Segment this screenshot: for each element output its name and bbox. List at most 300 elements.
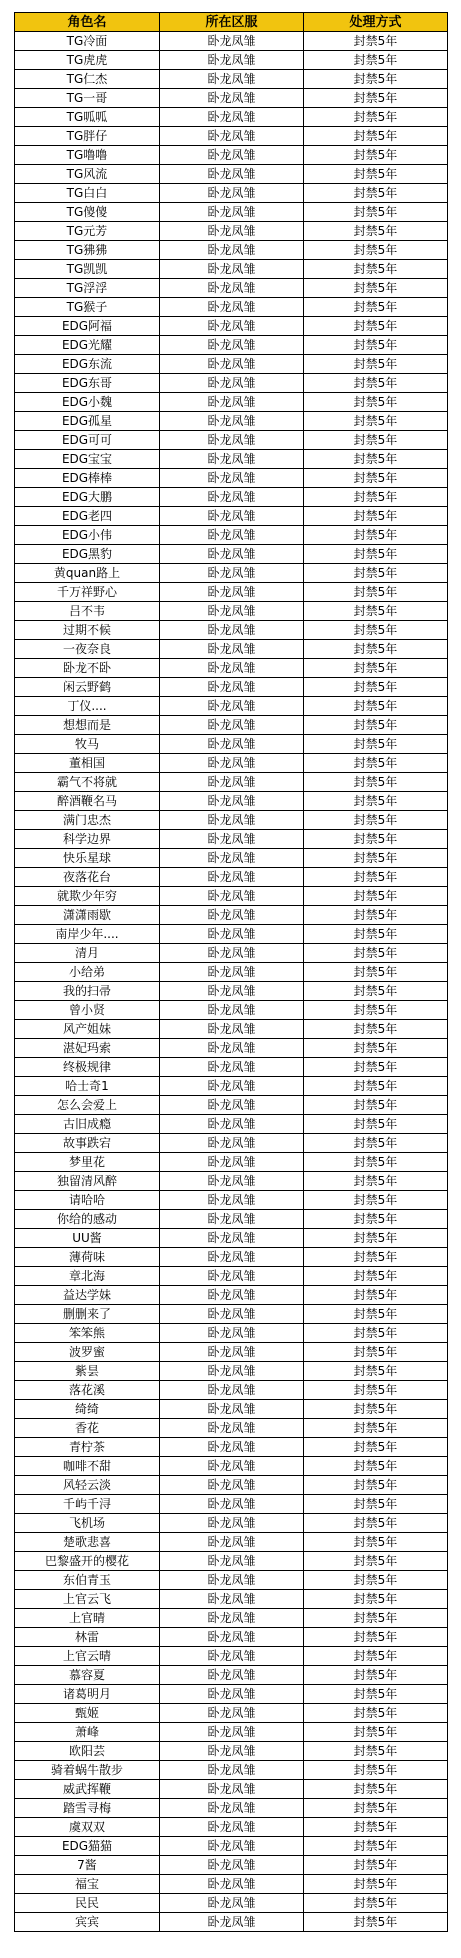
role-name-cell: 想想而是 <box>15 716 160 735</box>
server-cell: 卧龙凤雏 <box>160 1248 304 1267</box>
table-row <box>15 1134 448 1153</box>
role-name-cell: EDG小魏 <box>15 393 160 412</box>
action-cell: 封禁5年 <box>304 1913 448 1932</box>
role-name-cell: 上官云飞 <box>15 1590 160 1609</box>
role-name-cell: 民民 <box>15 1894 160 1913</box>
role-name-cell: 青柠茶 <box>15 1438 160 1457</box>
action-cell: 封禁5年 <box>304 488 448 507</box>
role-name-cell: 益达学妹 <box>15 1286 160 1305</box>
header-server: 所在区服 <box>160 13 304 32</box>
table-row <box>15 1514 448 1533</box>
table-row <box>15 51 448 70</box>
action-cell: 封禁5年 <box>304 1856 448 1875</box>
server-cell: 卧龙凤雏 <box>160 868 304 887</box>
role-name-cell: 曾小贤 <box>15 1001 160 1020</box>
server-cell: 卧龙凤雏 <box>160 754 304 773</box>
table-row <box>15 165 448 184</box>
action-cell: 封禁5年 <box>304 1780 448 1799</box>
role-name-cell: 潇潇雨歇 <box>15 906 160 925</box>
header-row <box>15 13 448 32</box>
server-cell: 卧龙凤雏 <box>160 51 304 70</box>
action-cell: 封禁5年 <box>304 1305 448 1324</box>
server-cell: 卧龙凤雏 <box>160 1913 304 1932</box>
role-name-cell: TG傻傻 <box>15 203 160 222</box>
table-row <box>15 1666 448 1685</box>
server-cell: 卧龙凤雏 <box>160 1400 304 1419</box>
role-name-cell: 删删来了 <box>15 1305 160 1324</box>
action-cell: 封禁5年 <box>304 1514 448 1533</box>
table-row <box>15 298 448 317</box>
table-row <box>15 583 448 602</box>
action-cell: 封禁5年 <box>304 1761 448 1780</box>
role-name-cell: TG一哥 <box>15 89 160 108</box>
action-cell: 封禁5年 <box>304 317 448 336</box>
server-cell: 卧龙凤雏 <box>160 488 304 507</box>
role-name-cell: 湛妃玛索 <box>15 1039 160 1058</box>
server-cell: 卧龙凤雏 <box>160 982 304 1001</box>
table-row <box>15 621 448 640</box>
action-cell: 封禁5年 <box>304 355 448 374</box>
action-cell: 封禁5年 <box>304 374 448 393</box>
table-row <box>15 564 448 583</box>
server-cell: 卧龙凤雏 <box>160 1609 304 1628</box>
server-cell: 卧龙凤雏 <box>160 1666 304 1685</box>
action-cell: 封禁5年 <box>304 564 448 583</box>
server-cell: 卧龙凤雏 <box>160 1191 304 1210</box>
server-cell: 卧龙凤雏 <box>160 146 304 165</box>
role-name-cell: 慕容夏 <box>15 1666 160 1685</box>
table-row <box>15 1780 448 1799</box>
action-cell: 封禁5年 <box>304 811 448 830</box>
table-row <box>15 431 448 450</box>
action-cell: 封禁5年 <box>304 1742 448 1761</box>
action-cell: 封禁5年 <box>304 925 448 944</box>
role-name-cell: 我的扫帚 <box>15 982 160 1001</box>
action-cell: 封禁5年 <box>304 279 448 298</box>
action-cell: 封禁5年 <box>304 602 448 621</box>
server-cell: 卧龙凤雏 <box>160 792 304 811</box>
action-cell: 封禁5年 <box>304 1191 448 1210</box>
server-cell: 卧龙凤雏 <box>160 412 304 431</box>
role-name-cell: TG仁杰 <box>15 70 160 89</box>
role-name-cell: TG元芳 <box>15 222 160 241</box>
role-name-cell: 千万祥野心 <box>15 583 160 602</box>
server-cell: 卧龙凤雏 <box>160 1476 304 1495</box>
action-cell: 封禁5年 <box>304 1134 448 1153</box>
action-cell: 封禁5年 <box>304 32 448 51</box>
table-row <box>15 1267 448 1286</box>
role-name-cell: 飞机场 <box>15 1514 160 1533</box>
server-cell: 卧龙凤雏 <box>160 450 304 469</box>
action-cell: 封禁5年 <box>304 1419 448 1438</box>
server-cell: 卧龙凤雏 <box>160 165 304 184</box>
role-name-cell: EDG小伟 <box>15 526 160 545</box>
server-cell: 卧龙凤雏 <box>160 317 304 336</box>
table-row <box>15 1381 448 1400</box>
action-cell: 封禁5年 <box>304 146 448 165</box>
server-cell: 卧龙凤雏 <box>160 1362 304 1381</box>
table-row <box>15 849 448 868</box>
table-row <box>15 1533 448 1552</box>
role-name-cell: 章北海 <box>15 1267 160 1286</box>
table-row <box>15 1343 448 1362</box>
role-name-cell: 踏雪寻梅 <box>15 1799 160 1818</box>
server-cell: 卧龙凤雏 <box>160 830 304 849</box>
table-row <box>15 469 448 488</box>
table-row <box>15 1305 448 1324</box>
server-cell: 卧龙凤雏 <box>160 1457 304 1476</box>
role-name-cell: 千屿千浔 <box>15 1495 160 1514</box>
action-cell: 封禁5年 <box>304 1438 448 1457</box>
role-name-cell: TG虎虎 <box>15 51 160 70</box>
action-cell: 封禁5年 <box>304 545 448 564</box>
action-cell: 封禁5年 <box>304 1400 448 1419</box>
action-cell: 封禁5年 <box>304 1818 448 1837</box>
action-cell: 封禁5年 <box>304 1704 448 1723</box>
role-name-cell: TG噜噜 <box>15 146 160 165</box>
table-row <box>15 526 448 545</box>
table-row <box>15 545 448 564</box>
action-cell: 封禁5年 <box>304 1799 448 1818</box>
table-row <box>15 393 448 412</box>
server-cell: 卧龙凤雏 <box>160 1381 304 1400</box>
table-row <box>15 906 448 925</box>
role-name-cell: TG狒狒 <box>15 241 160 260</box>
action-cell: 封禁5年 <box>304 1476 448 1495</box>
server-cell: 卧龙凤雏 <box>160 1419 304 1438</box>
role-name-cell: 上官晴 <box>15 1609 160 1628</box>
role-name-cell: 梦里花 <box>15 1153 160 1172</box>
server-cell: 卧龙凤雏 <box>160 222 304 241</box>
server-cell: 卧龙凤雏 <box>160 1077 304 1096</box>
action-cell: 封禁5年 <box>304 412 448 431</box>
server-cell: 卧龙凤雏 <box>160 1723 304 1742</box>
server-cell: 卧龙凤雏 <box>160 374 304 393</box>
table-row <box>15 32 448 51</box>
role-name-cell: 就欺少年穷 <box>15 887 160 906</box>
role-name-cell: TG胖仔 <box>15 127 160 146</box>
role-name-cell: 牧马 <box>15 735 160 754</box>
server-cell: 卧龙凤雏 <box>160 70 304 89</box>
server-cell: 卧龙凤雏 <box>160 659 304 678</box>
server-cell: 卧龙凤雏 <box>160 1761 304 1780</box>
table-row <box>15 1913 448 1932</box>
table-row <box>15 1172 448 1191</box>
server-cell: 卧龙凤雏 <box>160 469 304 488</box>
action-cell: 封禁5年 <box>304 887 448 906</box>
table-row <box>15 1875 448 1894</box>
role-name-cell: EDG宝宝 <box>15 450 160 469</box>
table-row <box>15 127 448 146</box>
server-cell: 卧龙凤雏 <box>160 1020 304 1039</box>
server-cell: 卧龙凤雏 <box>160 32 304 51</box>
server-cell: 卧龙凤雏 <box>160 1229 304 1248</box>
table-row <box>15 1685 448 1704</box>
role-name-cell: EDG东哥 <box>15 374 160 393</box>
action-cell: 封禁5年 <box>304 1875 448 1894</box>
role-name-cell: 笨笨熊 <box>15 1324 160 1343</box>
action-cell: 封禁5年 <box>304 450 448 469</box>
action-cell: 封禁5年 <box>304 1248 448 1267</box>
role-name-cell: UU酱 <box>15 1229 160 1248</box>
role-name-cell: 闲云野鹤 <box>15 678 160 697</box>
server-cell: 卧龙凤雏 <box>160 944 304 963</box>
table-row <box>15 317 448 336</box>
action-cell: 封禁5年 <box>304 678 448 697</box>
server-cell: 卧龙凤雏 <box>160 298 304 317</box>
action-cell: 封禁5年 <box>304 1590 448 1609</box>
server-cell: 卧龙凤雏 <box>160 678 304 697</box>
server-cell: 卧龙凤雏 <box>160 602 304 621</box>
table-row <box>15 1191 448 1210</box>
table-row <box>15 887 448 906</box>
role-name-cell: 终极规律 <box>15 1058 160 1077</box>
table-row <box>15 602 448 621</box>
server-cell: 卧龙凤雏 <box>160 393 304 412</box>
action-cell: 封禁5年 <box>304 583 448 602</box>
action-cell: 封禁5年 <box>304 1647 448 1666</box>
table-row <box>15 1229 448 1248</box>
table-row <box>15 108 448 127</box>
action-cell: 封禁5年 <box>304 1210 448 1229</box>
role-name-cell: 黄quan路上 <box>15 564 160 583</box>
table-row <box>15 1153 448 1172</box>
table-row <box>15 1818 448 1837</box>
server-cell: 卧龙凤雏 <box>160 1514 304 1533</box>
role-name-cell: 香花 <box>15 1419 160 1438</box>
role-name-cell: TG凯凯 <box>15 260 160 279</box>
server-cell: 卧龙凤雏 <box>160 773 304 792</box>
table-row <box>15 1286 448 1305</box>
table-row <box>15 640 448 659</box>
action-cell: 封禁5年 <box>304 830 448 849</box>
role-name-cell: 请哈哈 <box>15 1191 160 1210</box>
action-cell: 封禁5年 <box>304 241 448 260</box>
table-row <box>15 412 448 431</box>
action-cell: 封禁5年 <box>304 735 448 754</box>
role-name-cell: 丁仪.... <box>15 697 160 716</box>
action-cell: 封禁5年 <box>304 849 448 868</box>
action-cell: 封禁5年 <box>304 393 448 412</box>
role-name-cell: 一夜奈良 <box>15 640 160 659</box>
server-cell: 卧龙凤雏 <box>160 108 304 127</box>
table-row <box>15 1096 448 1115</box>
role-name-cell: 薄荷味 <box>15 1248 160 1267</box>
action-cell: 封禁5年 <box>304 298 448 317</box>
server-cell: 卧龙凤雏 <box>160 1685 304 1704</box>
action-cell: 封禁5年 <box>304 1020 448 1039</box>
role-name-cell: 欧阳芸 <box>15 1742 160 1761</box>
server-cell: 卧龙凤雏 <box>160 716 304 735</box>
action-cell: 封禁5年 <box>304 1115 448 1134</box>
server-cell: 卧龙凤雏 <box>160 1799 304 1818</box>
role-name-cell: 故事跌宕 <box>15 1134 160 1153</box>
table-row <box>15 716 448 735</box>
action-cell: 封禁5年 <box>304 431 448 450</box>
action-cell: 封禁5年 <box>304 1172 448 1191</box>
role-name-cell: 萧峰 <box>15 1723 160 1742</box>
action-cell: 封禁5年 <box>304 754 448 773</box>
role-name-cell: 快乐星球 <box>15 849 160 868</box>
server-cell: 卧龙凤雏 <box>160 507 304 526</box>
role-name-cell: 绮绮 <box>15 1400 160 1419</box>
table-row <box>15 1590 448 1609</box>
role-name-cell: TG冷面 <box>15 32 160 51</box>
table-row <box>15 1020 448 1039</box>
role-name-cell: 醉酒鞭名马 <box>15 792 160 811</box>
role-name-cell: 宾宾 <box>15 1913 160 1932</box>
table-row <box>15 773 448 792</box>
server-cell: 卧龙凤雏 <box>160 849 304 868</box>
role-name-cell: 过期不候 <box>15 621 160 640</box>
role-name-cell: 南岸少年.... <box>15 925 160 944</box>
server-cell: 卧龙凤雏 <box>160 1438 304 1457</box>
action-cell: 封禁5年 <box>304 260 448 279</box>
action-cell: 封禁5年 <box>304 70 448 89</box>
server-cell: 卧龙凤雏 <box>160 127 304 146</box>
action-cell: 封禁5年 <box>304 1001 448 1020</box>
server-cell: 卧龙凤雏 <box>160 1856 304 1875</box>
role-name-cell: 夜落花台 <box>15 868 160 887</box>
server-cell: 卧龙凤雏 <box>160 963 304 982</box>
server-cell: 卧龙凤雏 <box>160 1058 304 1077</box>
action-cell: 封禁5年 <box>304 1229 448 1248</box>
server-cell: 卧龙凤雏 <box>160 906 304 925</box>
table-row <box>15 1837 448 1856</box>
role-name-cell: EDG东流 <box>15 355 160 374</box>
table-row <box>15 830 448 849</box>
role-name-cell: 落花溪 <box>15 1381 160 1400</box>
table-row <box>15 1647 448 1666</box>
server-cell: 卧龙凤雏 <box>160 1305 304 1324</box>
server-cell: 卧龙凤雏 <box>160 1267 304 1286</box>
server-cell: 卧龙凤雏 <box>160 336 304 355</box>
role-name-cell: 甄姬 <box>15 1704 160 1723</box>
role-name-cell: 巴黎盛开的樱花 <box>15 1552 160 1571</box>
action-cell: 封禁5年 <box>304 184 448 203</box>
table-row <box>15 754 448 773</box>
table-row <box>15 1571 448 1590</box>
server-cell: 卧龙凤雏 <box>160 1875 304 1894</box>
server-cell: 卧龙凤雏 <box>160 355 304 374</box>
action-cell: 封禁5年 <box>304 1457 448 1476</box>
role-name-cell: 古旧成瘾 <box>15 1115 160 1134</box>
table-row <box>15 659 448 678</box>
server-cell: 卧龙凤雏 <box>160 1780 304 1799</box>
action-cell: 封禁5年 <box>304 1495 448 1514</box>
server-cell: 卧龙凤雏 <box>160 1495 304 1514</box>
action-cell: 封禁5年 <box>304 1267 448 1286</box>
action-cell: 封禁5年 <box>304 469 448 488</box>
table-row <box>15 1324 448 1343</box>
table-row <box>15 184 448 203</box>
action-cell: 封禁5年 <box>304 127 448 146</box>
server-cell: 卧龙凤雏 <box>160 735 304 754</box>
server-cell: 卧龙凤雏 <box>160 1096 304 1115</box>
action-cell: 封禁5年 <box>304 1571 448 1590</box>
role-name-cell: EDG棒棒 <box>15 469 160 488</box>
table-row <box>15 241 448 260</box>
role-name-cell: 哈士奇1 <box>15 1077 160 1096</box>
action-cell: 封禁5年 <box>304 1609 448 1628</box>
action-cell: 封禁5年 <box>304 1039 448 1058</box>
table-row <box>15 1457 448 1476</box>
server-cell: 卧龙凤雏 <box>160 697 304 716</box>
table-row <box>15 1058 448 1077</box>
table-row <box>15 1115 448 1134</box>
server-cell: 卧龙凤雏 <box>160 1001 304 1020</box>
role-name-cell: 7酱 <box>15 1856 160 1875</box>
action-cell: 封禁5年 <box>304 1153 448 1172</box>
role-name-cell: 清月 <box>15 944 160 963</box>
server-cell: 卧龙凤雏 <box>160 811 304 830</box>
server-cell: 卧龙凤雏 <box>160 89 304 108</box>
table-row <box>15 1419 448 1438</box>
server-cell: 卧龙凤雏 <box>160 1286 304 1305</box>
server-cell: 卧龙凤雏 <box>160 1704 304 1723</box>
table-row <box>15 89 448 108</box>
role-name-cell: TG呱呱 <box>15 108 160 127</box>
role-name-cell: 上官云晴 <box>15 1647 160 1666</box>
role-name-cell: TG白白 <box>15 184 160 203</box>
action-cell: 封禁5年 <box>304 1685 448 1704</box>
table-row <box>15 1001 448 1020</box>
action-cell: 封禁5年 <box>304 89 448 108</box>
action-cell: 封禁5年 <box>304 868 448 887</box>
role-name-cell: TG猴子 <box>15 298 160 317</box>
server-cell: 卧龙凤雏 <box>160 1552 304 1571</box>
action-cell: 封禁5年 <box>304 659 448 678</box>
action-cell: 封禁5年 <box>304 640 448 659</box>
server-cell: 卧龙凤雏 <box>160 1533 304 1552</box>
server-cell: 卧龙凤雏 <box>160 1571 304 1590</box>
table-row <box>15 1210 448 1229</box>
action-cell: 封禁5年 <box>304 792 448 811</box>
server-cell: 卧龙凤雏 <box>160 279 304 298</box>
server-cell: 卧龙凤雏 <box>160 545 304 564</box>
action-cell: 封禁5年 <box>304 621 448 640</box>
action-cell: 封禁5年 <box>304 1552 448 1571</box>
table-row <box>15 1077 448 1096</box>
server-cell: 卧龙凤雏 <box>160 621 304 640</box>
action-cell: 封禁5年 <box>304 1533 448 1552</box>
action-cell: 封禁5年 <box>304 906 448 925</box>
table-row <box>15 811 448 830</box>
table-row <box>15 260 448 279</box>
action-cell: 封禁5年 <box>304 963 448 982</box>
server-cell: 卧龙凤雏 <box>160 184 304 203</box>
server-cell: 卧龙凤雏 <box>160 260 304 279</box>
server-cell: 卧龙凤雏 <box>160 887 304 906</box>
server-cell: 卧龙凤雏 <box>160 1172 304 1191</box>
table-row <box>15 1609 448 1628</box>
server-cell: 卧龙凤雏 <box>160 583 304 602</box>
role-name-cell: EDG黑豹 <box>15 545 160 564</box>
role-name-cell: 骑着蜗牛散步 <box>15 1761 160 1780</box>
table-row <box>15 697 448 716</box>
table-row <box>15 450 448 469</box>
table-row <box>15 146 448 165</box>
action-cell: 封禁5年 <box>304 165 448 184</box>
server-cell: 卧龙凤雏 <box>160 564 304 583</box>
server-cell: 卧龙凤雏 <box>160 1628 304 1647</box>
table-row <box>15 925 448 944</box>
role-name-cell: 波罗蜜 <box>15 1343 160 1362</box>
action-cell: 封禁5年 <box>304 716 448 735</box>
role-name-cell: 咖啡不甜 <box>15 1457 160 1476</box>
server-cell: 卧龙凤雏 <box>160 1837 304 1856</box>
role-name-cell: 科学边界 <box>15 830 160 849</box>
